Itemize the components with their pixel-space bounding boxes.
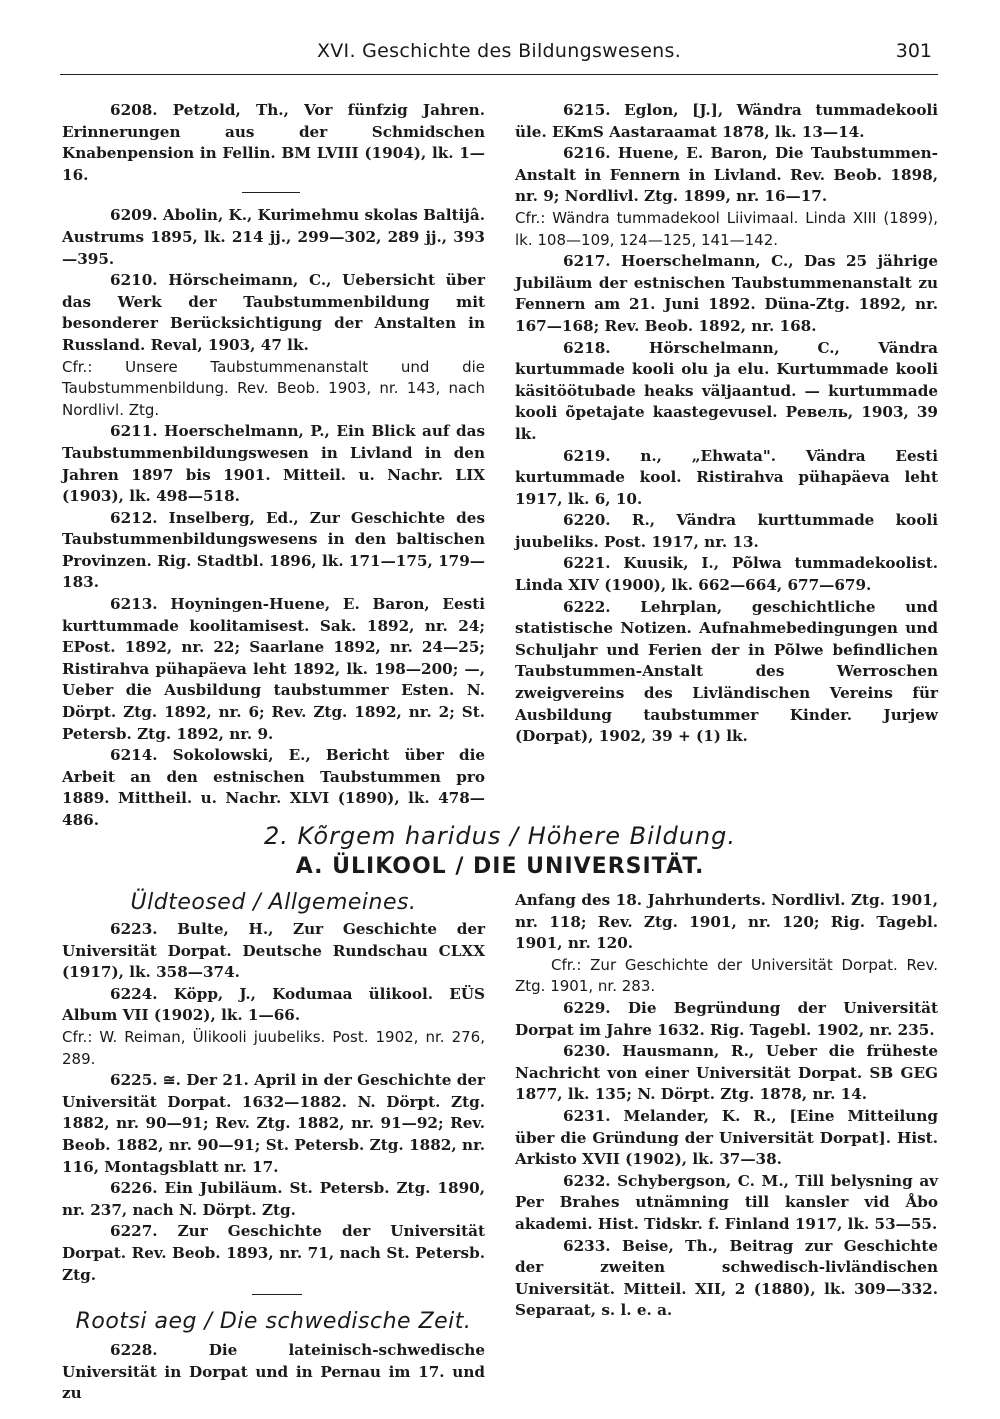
- entry-6209: 6209. Abolin, K., Kurimehmu skolas Baltijâ. Austrums 1895, lk. 214 jj., 299—302, 289 jj., 393—395.: [62, 206, 485, 268]
- cfr-note: Cfr.: Unsere Taubstummenanstalt und die Taubstummenbildung. Rev. Beob. 1903, nr. 143, nach Nordlivl. Ztg.: [62, 357, 485, 419]
- page-header: [60, 38, 938, 75]
- entry-6216: 6216. Huene, E. Baron, Die Taubstummen-Anstalt in Fennern in Livland. Rev. Beob. 1898, nr. 9; Nordlivl. Ztg. 1899, nr. 16—17.: [515, 144, 938, 206]
- entry-6233: 6233. Beise, Th., Beitrag zur Geschichte der zweiten schwedisch-livländischen Universität. Mitteil. XII, 2 (1880), lk. 309—332. Separaat, s. l. e. a.: [515, 1236, 938, 1320]
- entry-6214: 6214. Sokolowski, E., Bericht über die Arbeit an den estnischen Taubstummen pro 1889. Mittheil. u. Nachr. XLVI (1890), lk. 478—486.: [62, 746, 485, 829]
- entry-6221: 6221. Kuusik, I., Põlwa tummadekoolist. Linda XIV (1900), lk. 662—664, 677—679.: [515, 554, 938, 595]
- entry-6232: 6232. Schybergson, C. M., Till belysning av Per Brahes utnämning till kansler vid Åbo akademi. Hist. Tidskr. f. Finland 1917, lk. 53—55.: [515, 1171, 938, 1233]
- entry-6213: 6213. Hoyningen-Huene, E. Baron, Eesti kurttummade koolitamisest. Sak. 1892, nr. 24; EPost. 1892, nr. 22; Saarlane 1892, nr. 24—25; Ristirahva pühapäeva leht 1892, lk. 198—200; —, Ueber die Ausbildung taubstummer Esten. N. Dörpt. Ztg. 1892, nr. 6; Rev. Ztg. 1892, nr. 2; St. Petersb. Ztg. 1892, nr. 9.: [62, 595, 485, 743]
- left-column-bottom: [62, 890, 485, 1405]
- entry-6230: 6230. Hausmann, R., Ueber die früheste Nachricht von einer Universität Dorpat. SB GEG 1877, lk. 135; N. Dörpt. Ztg. 1878, nr. 14.: [515, 1042, 938, 1104]
- entry-6226: 6226. Ein Jubiläum. St. Petersb. Ztg. 1890, nr. 237, nach N. Dörpt. Ztg.: [62, 1179, 485, 1219]
- entry-6212: 6212. Inselberg, Ed., Zur Geschichte des Taubstummenbildungswesens in den baltischen Provinzen. Rig. Stadtbl. 1896, lk. 171—175, 179—183.: [62, 508, 485, 592]
- entry-6210: 6210. Hörscheimann, C., Uebersicht über das Werk der Taubstummenbildung mit besonderer Berücksichtigung der Anstalten in Russland. Reval, 1903, 47 lk.: [62, 271, 485, 354]
- separator-rule: [242, 192, 300, 193]
- cfr-note: Cfr.: Zur Geschichte der Universität Dorpat. Rev. Ztg. 1901, nr. 283.: [515, 955, 938, 996]
- running-title: XVI. Geschichte des Bildungswesens.: [316, 40, 682, 62]
- subsection-heading: Rootsi aeg / Die schwedische Zeit.: [75, 1309, 472, 1335]
- section-subheading: A. ÜLIKOOL / DIE UNIVERSITÄT.: [295, 854, 705, 879]
- entry-6229: 6229. Die Begründung der Universität Dorpat im Jahre 1632. Rig. Tagebl. 1902, nr. 235.: [515, 998, 938, 1039]
- left-column-top: [62, 100, 485, 832]
- entry-6227: 6227. Zur Geschichte der Universität Dorpat. Rev. Beob. 1893, nr. 71, nach St. Petersb. Ztg.: [62, 1222, 485, 1284]
- separator-rule: [252, 1294, 302, 1295]
- entry-6228-continued: Anfang des 18. Jahrhunderts. Nordlivl. Ztg. 1901, nr. 118; Rev. Ztg. 1901, nr. 120; Rig. Tagebl. 1901, nr. 120.: [515, 891, 938, 953]
- entry-6219: 6219. n., „Ehwata". Vändra Eesti kurtummade kool. Ristirahva pühapäeva leht 1917, lk. 6, 10.: [515, 446, 938, 508]
- right-column-bottom: [515, 890, 938, 1322]
- entry-6231: 6231. Melander, K. R., [Eine Mitteilung über die Gründung der Universität Dorpat]. Hist. Arkisto XVII (1902), lk. 37—38.: [515, 1106, 938, 1169]
- entry-6217: 6217. Hoerschelmann, C., Das 25 jährige Jubiläum der estnischen Taubstummenanstalt zu Fennern am 21. Juni 1892. Düna-Ztg. 1892, nr. 167—168; Rev. Beob. 1892, nr. 168.: [515, 252, 938, 335]
- entry-6215: 6215. Eglon, [J.], Wändra tummadekooli üle. EKmS Aastaraamat 1878, lk. 13—14.: [515, 101, 938, 141]
- section-heading: 2. Kõrgem haridus / Höhere Bildung.: [263, 822, 736, 850]
- cfr-note: Cfr.: Wändra tummadekool Liivimaal. Linda XIII (1899), lk. 108—109, 124—125, 141—142.: [515, 208, 938, 249]
- right-column-top: [515, 100, 938, 748]
- entry-6220: 6220. R., Vändra kurttummade kooli juubeliks. Post. 1917, nr. 13.: [515, 511, 938, 551]
- entry-6224: 6224. Köpp, J., Kodumaa ülikool. EÜS Album VII (1902), lk. 1—66.: [62, 984, 485, 1025]
- cfr-note: Cfr.: W. Reiman, Ülikooli juubeliks. Post. 1902, nr. 276, 289.: [62, 1027, 485, 1068]
- entry-6228: 6228. Die lateinisch-schwedische Universität in Dorpat und in Pernau im 17. und zu: [62, 1341, 485, 1403]
- entry-6223: 6223. Bulte, H., Zur Geschichte der Universität Dorpat. Deutsche Rundschau CLXX (1917), lk. 358—374.: [62, 920, 485, 982]
- entry-6211: 6211. Hoerschelmann, P., Ein Blick auf das Taubstummenbildungswesen in Livland in den Jahren 1897 bis 1901. Mitteil. u. Nachr. LIX (1903), lk. 498—518.: [62, 422, 485, 506]
- entry-6218: 6218. Hörschelmann, C., Vändra kurtummade kooli olu ja elu. Kurtummade kooli käsitöötubade heaks väljaantud. — kurtummade kooli õpetajate kaastegevusel. Ревель, 1903, 39 lk.: [515, 338, 938, 443]
- entry-6225: 6225. ≅. Der 21. April in der Geschichte der Universität Dorpat. 1632—1882. N. Dörpt. Ztg. 1882, nr. 90—91; Rev. Ztg. 1882, nr. 91—92; Rev. Beob. 1882, nr. 90—91; St. Petersb. Ztg. 1882, nr. 116, Montagsblatt nr. 17.: [62, 1071, 485, 1176]
- entry-6208: 6208. Petzold, Th., Vor fünfzig Jahren. Erinnerungen aus der Schmidschen Knabenpension in Fellin. BM LVIII (1904), lk. 1—16.: [62, 101, 485, 184]
- page-number: 301: [895, 40, 932, 62]
- subsection-heading: Üldteosed / Allgemeines.: [130, 890, 417, 915]
- entry-6222: 6222. Lehrplan, geschichtliche und statistische Notizen. Aufnahmebedingungen und Schuljahr und Ferien der in Põlwe befindlichen Taubstummen-Anstalt des Werroschen zweigvereins des Livländischen Vereins für Ausbildung taubstummer Kinder. Jurjew (Dorpat), 1902, 39 + (1) lk.: [515, 597, 938, 746]
